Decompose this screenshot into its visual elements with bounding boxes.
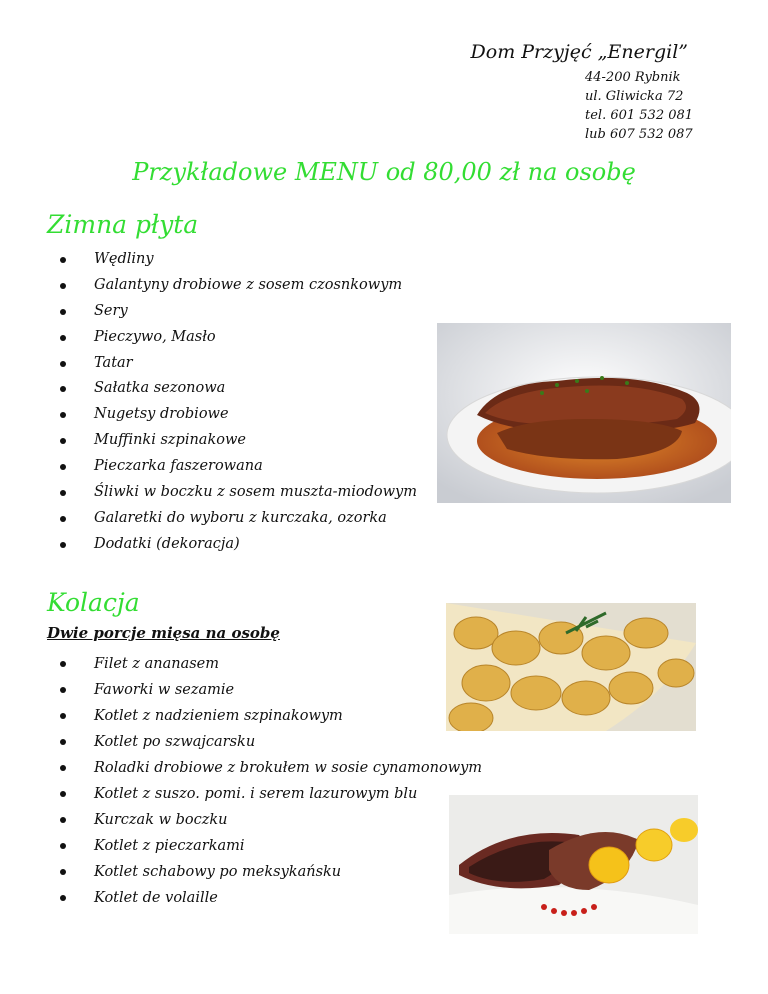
item-label: Muffinki szpinakowe: [94, 432, 246, 449]
item-label: Galaretki do wyboru z kurczaka, ozorka: [94, 509, 387, 526]
bullet-icon: [60, 361, 66, 367]
steak-photo: [437, 323, 731, 503]
address-block: [585, 68, 693, 144]
item-label: Kotlet po szwajcarsku: [94, 734, 256, 750]
item-label: Tatar: [94, 354, 133, 371]
potatoes-photo: [446, 603, 696, 731]
bullet-icon: [60, 739, 66, 745]
item-label: Kotlet z nadzieniem szpinakowym: [94, 708, 343, 724]
list-item: [60, 859, 482, 885]
list-item: [60, 376, 417, 402]
bullet-icon: [60, 412, 66, 418]
list-item: [60, 755, 482, 781]
bullet-icon: [60, 713, 66, 719]
cold-plate-list: [60, 247, 417, 558]
bullet-icon: [60, 335, 66, 341]
item-label: Kotlet schabowy po meksykańsku: [94, 864, 342, 880]
list-item: [60, 480, 417, 506]
item-label: Faworki w sezamie: [94, 682, 235, 698]
item-label: Kotlet z pieczarkami: [94, 838, 245, 854]
bullet-icon: [60, 516, 66, 522]
list-item: [60, 781, 482, 807]
list-item: [60, 454, 417, 480]
bullet-icon: [60, 257, 66, 263]
item-label: Dodatki (dekoracja): [94, 535, 240, 552]
item-label: Nugetsy drobiowe: [94, 406, 229, 423]
phone-line: lub 607 532 087: [585, 127, 693, 142]
item-label: Kotlet de volaille: [94, 890, 218, 906]
section-title-cold-plate: Zimna płyta: [47, 210, 199, 239]
header: [471, 40, 688, 64]
bullet-icon: [60, 661, 66, 667]
list-item: [60, 651, 482, 677]
item-label: Filet z ananasem: [94, 656, 219, 672]
bullet-icon: [60, 895, 66, 901]
item-label: Śliwki w boczku z sosem muszta-miodowym: [94, 484, 418, 501]
supper-subheading: Dwie porcje mięsa na osobę: [47, 624, 280, 642]
list-item: [60, 402, 417, 428]
venue-name: Dom Przyjęć „Energil”: [470, 41, 688, 63]
list-item: [60, 351, 417, 377]
bullet-icon: [60, 765, 66, 771]
item-label: Sałatka sezonowa: [94, 380, 226, 397]
menu-title: Przykładowe MENU od 80,00 zł na osobę: [132, 158, 636, 186]
list-item: [60, 885, 482, 911]
bullet-icon: [60, 309, 66, 315]
bullet-icon: [60, 283, 66, 289]
item-label: Pieczywo, Masło: [94, 328, 216, 345]
phone-line: tel. 601 532 081: [585, 108, 694, 123]
bullet-icon: [60, 791, 66, 797]
bullet-icon: [60, 464, 66, 470]
list-item: [60, 677, 482, 703]
list-item: [60, 273, 417, 299]
bullet-icon: [60, 386, 66, 392]
list-item: [60, 299, 417, 325]
bullet-icon: [60, 843, 66, 849]
item-label: Pieczarka faszerowana: [94, 458, 263, 475]
address-line: 44-200 Rybnik: [585, 70, 681, 85]
item-label: Galantyny drobiowe z sosem czosnkowym: [94, 276, 403, 293]
bullet-icon: [60, 438, 66, 444]
supper-list: [60, 651, 482, 911]
list-item: [60, 325, 417, 351]
list-item: [60, 247, 417, 273]
bullet-icon: [60, 817, 66, 823]
list-item: [60, 428, 417, 454]
section-title-supper: Kolacja: [47, 588, 140, 617]
bullet-icon: [60, 687, 66, 693]
item-label: Roladki drobiowe z brokułem w sosie cynamonowym: [94, 760, 483, 776]
list-item: [60, 703, 482, 729]
address-line: ul. Gliwicka 72: [585, 89, 684, 104]
item-label: Sery: [94, 302, 128, 319]
list-item: [60, 833, 482, 859]
bullet-icon: [60, 542, 66, 548]
list-item: [60, 729, 482, 755]
bullet-icon: [60, 869, 66, 875]
list-item: [60, 807, 482, 833]
item-label: Kurczak w boczku: [94, 812, 228, 828]
item-label: Wędliny: [94, 251, 154, 267]
duck-photo: [449, 795, 698, 934]
bullet-icon: [60, 490, 66, 496]
list-item: [60, 532, 417, 558]
item-label: Kotlet z suszo. pomi. i serem lazurowym blu: [94, 786, 418, 802]
list-item: [60, 506, 417, 532]
